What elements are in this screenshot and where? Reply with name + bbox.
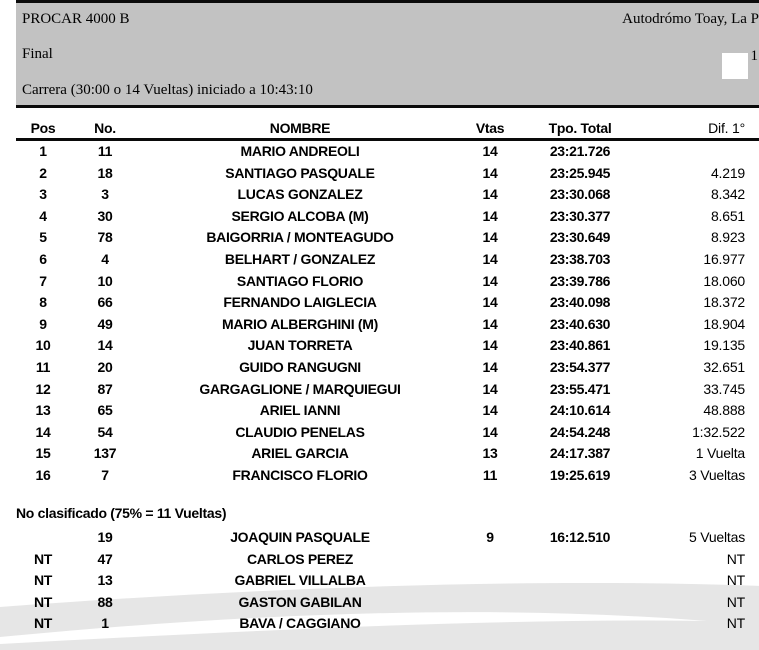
- cell-dif: 1:32.522: [692, 423, 745, 440]
- session-label: Final: [22, 46, 53, 62]
- cell-tpo: 23:54.377: [549, 358, 611, 375]
- page-number: 1: [750, 48, 758, 64]
- cell-no: 88: [97, 593, 113, 610]
- result-row: [16, 163, 759, 185]
- cell-name: GARGAGLIONE / MARQUIEGUI: [199, 380, 401, 397]
- result-row: [16, 335, 759, 357]
- cell-vtas: [460, 549, 520, 571]
- cell-dif: 5 Vueltas: [688, 529, 745, 545]
- unclassified-title: No clasificado (75% = 11 Vueltas): [16, 505, 227, 521]
- cell-vtas: 14: [482, 143, 498, 159]
- result-row: [16, 465, 759, 487]
- cell-vtas: 14: [482, 402, 498, 419]
- cell-vtas: 14: [482, 337, 498, 354]
- cell-name: MARIO ANDREOLI: [240, 143, 360, 159]
- cell-no: 66: [97, 294, 113, 311]
- cell-name: JUAN TORRETA: [247, 337, 353, 354]
- result-row: [16, 379, 759, 401]
- col-header-dif: Dif. 1°: [708, 120, 745, 136]
- col-header-name: NOMBRE: [269, 120, 331, 136]
- cell-name: ARIEL GARCIA: [251, 445, 349, 462]
- cell-name: ARIEL IANNI: [259, 402, 341, 419]
- cell-pos: 11: [35, 358, 51, 375]
- cell-tpo: 23:40.861: [549, 337, 611, 354]
- cell-pos: 1: [39, 143, 47, 159]
- cell-pos: 16: [35, 466, 51, 483]
- cell-no: 87: [97, 380, 113, 397]
- cell-no: 1: [101, 615, 109, 632]
- cell-dif: 19.135: [703, 337, 745, 354]
- result-row: [16, 249, 759, 271]
- cell-no: 4: [101, 250, 109, 267]
- cell-name: MARIO ALBERGHINI (M): [221, 315, 379, 332]
- cell-tpo: [520, 613, 640, 635]
- result-row: [16, 314, 759, 336]
- cell-vtas: 14: [482, 164, 498, 181]
- cell-name: CLAUDIO PENELAS: [235, 423, 365, 440]
- cell-tpo: 24:10.614: [549, 402, 611, 419]
- page-box: [722, 53, 748, 79]
- cell-name: BAIGORRIA / MONTEAGUDO: [206, 229, 394, 246]
- cell-no: 30: [97, 207, 113, 224]
- result-row: [16, 400, 759, 422]
- cell-tpo: 23:30.649: [549, 229, 611, 246]
- cell-dif: 18.060: [703, 272, 745, 289]
- result-row: [16, 443, 759, 465]
- cell-vtas: 14: [482, 358, 498, 375]
- cell-pos: 10: [35, 337, 51, 354]
- cell-dif: 48.888: [703, 402, 745, 419]
- cell-dif: NT: [726, 572, 745, 589]
- cell-dif: 4.219: [710, 164, 745, 181]
- cell-vtas: 14: [482, 207, 498, 224]
- cell-dif: 8.651: [710, 207, 745, 224]
- cell-pos: 2: [39, 164, 47, 181]
- cell-vtas: 14: [482, 423, 498, 440]
- cell-dif: NT: [726, 615, 745, 632]
- cell-name: SANTIAGO PASQUALE: [225, 164, 375, 181]
- col-header-tpo: Tpo. Total: [548, 120, 612, 136]
- cell-tpo: 23:21.726: [549, 143, 611, 159]
- cell-pos: NT: [33, 615, 53, 632]
- cell-pos: 14: [35, 423, 51, 440]
- cell-tpo: 23:40.098: [549, 294, 611, 311]
- col-header-pos: Pos: [30, 120, 56, 136]
- cell-name: SERGIO ALCOBA (M): [231, 207, 369, 224]
- cell-pos: [16, 527, 70, 549]
- cell-dif: 16.977: [703, 250, 745, 267]
- result-row: [16, 422, 759, 444]
- cell-vtas: 14: [482, 315, 498, 332]
- cell-pos: NT: [33, 593, 53, 610]
- result-row: [16, 357, 759, 379]
- cell-no: 14: [97, 337, 113, 354]
- cell-vtas: 11: [482, 466, 498, 483]
- series-title: PROCAR 4000 B: [22, 11, 130, 27]
- cell-vtas: 14: [482, 250, 498, 267]
- cell-no: 49: [97, 315, 113, 332]
- cell-no: 11: [97, 143, 113, 159]
- cell-no: 65: [97, 402, 113, 419]
- cell-name: GABRIEL VILLALBA: [234, 572, 366, 589]
- cell-tpo: 24:54.248: [549, 423, 611, 440]
- cell-tpo: 23:25.945: [549, 164, 611, 181]
- cell-pos: 8: [39, 294, 47, 311]
- cell-dif: NT: [726, 593, 745, 610]
- cell-name: BELHART / GONZALEZ: [224, 250, 376, 267]
- cell-tpo: 23:55.471: [549, 380, 611, 397]
- cell-tpo: 23:39.786: [549, 272, 611, 289]
- cell-no: 54: [97, 423, 113, 440]
- cell-vtas: 13: [482, 445, 498, 462]
- result-row: [16, 570, 759, 592]
- cell-pos: 9: [39, 315, 47, 332]
- cell-pos: 13: [35, 402, 51, 419]
- result-row: [16, 206, 759, 228]
- cell-tpo: 23:40.630: [549, 315, 611, 332]
- cell-pos: NT: [33, 572, 53, 589]
- cell-tpo: 23:30.377: [549, 207, 611, 224]
- cell-pos: 6: [39, 250, 47, 267]
- doc-header: [16, 0, 759, 108]
- cell-vtas: 9: [486, 529, 494, 545]
- cell-dif: 1 Vuelta: [695, 445, 745, 462]
- cell-no: 7: [101, 466, 109, 483]
- result-row: [16, 592, 759, 614]
- cell-pos: 7: [39, 272, 47, 289]
- cell-no: 78: [97, 229, 113, 246]
- results-table: [16, 141, 759, 487]
- cell-pos: 4: [39, 207, 47, 224]
- cell-no: 18: [97, 164, 113, 181]
- cell-vtas: [460, 570, 520, 592]
- cell-no: 13: [97, 572, 113, 589]
- cell-vtas: [460, 613, 520, 635]
- result-row: [16, 527, 759, 549]
- cell-vtas: 14: [482, 380, 498, 397]
- cell-dif: 8.342: [710, 186, 745, 203]
- cell-no: 10: [97, 272, 113, 289]
- cell-dif: [640, 141, 745, 163]
- cell-tpo: 23:38.703: [549, 250, 611, 267]
- cell-vtas: 14: [482, 186, 498, 203]
- cell-no: 20: [97, 358, 113, 375]
- cell-tpo: 19:25.619: [549, 466, 611, 483]
- cell-tpo: [520, 549, 640, 571]
- cell-pos: NT: [33, 550, 53, 567]
- cell-dif: 8.923: [710, 229, 745, 246]
- cell-name: LUCAS GONZALEZ: [237, 186, 363, 203]
- cell-dif: 18.372: [703, 294, 745, 311]
- cell-no: 137: [93, 445, 117, 462]
- cell-no: 47: [97, 550, 113, 567]
- table-header-row: [16, 117, 759, 141]
- cell-pos: 15: [35, 445, 51, 462]
- cell-name: GASTON GABILAN: [238, 593, 362, 610]
- cell-tpo: [520, 592, 640, 614]
- unclassified-table: [16, 527, 759, 635]
- cell-name: BAVA / CAGGIANO: [239, 615, 361, 632]
- result-row: [16, 227, 759, 249]
- result-row: [16, 141, 759, 163]
- venue-label: Autodrómo Toay, La P: [622, 11, 759, 27]
- cell-no: 3: [101, 186, 109, 203]
- race-info: Carrera (30:00 o 14 Vueltas) iniciado a 10:43:10: [22, 82, 313, 98]
- cell-name: JOAQUIN PASQUALE: [230, 529, 370, 545]
- cell-dif: 18.904: [703, 315, 745, 332]
- result-row: [16, 613, 759, 635]
- cell-tpo: 16:12.510: [549, 529, 611, 545]
- cell-vtas: [460, 592, 520, 614]
- cell-vtas: 14: [482, 294, 498, 311]
- cell-name: FERNANDO LAIGLECIA: [223, 294, 377, 311]
- result-row: [16, 184, 759, 206]
- result-row: [16, 292, 759, 314]
- cell-dif: 3 Vueltas: [688, 466, 745, 483]
- cell-dif: NT: [726, 550, 745, 567]
- result-row: [16, 271, 759, 293]
- cell-no: 19: [97, 529, 113, 545]
- col-header-vtas: Vtas: [475, 120, 505, 136]
- cell-name: SANTIAGO FLORIO: [236, 272, 364, 289]
- result-row: [16, 549, 759, 571]
- cell-tpo: 24:17.387: [549, 445, 611, 462]
- cell-name: FRANCISCO FLORIO: [232, 466, 368, 483]
- col-header-no: No.: [94, 120, 116, 136]
- cell-pos: 5: [39, 229, 47, 246]
- cell-name: GUIDO RANGUGNI: [239, 358, 361, 375]
- cell-vtas: 14: [482, 229, 498, 246]
- cell-tpo: [520, 570, 640, 592]
- cell-vtas: 14: [482, 272, 498, 289]
- cell-pos: 12: [35, 380, 51, 397]
- cell-tpo: 23:30.068: [549, 186, 611, 203]
- cell-pos: 3: [39, 186, 47, 203]
- cell-name: CARLOS PEREZ: [246, 550, 354, 567]
- cell-dif: 32.651: [703, 358, 745, 375]
- cell-dif: 33.745: [703, 380, 745, 397]
